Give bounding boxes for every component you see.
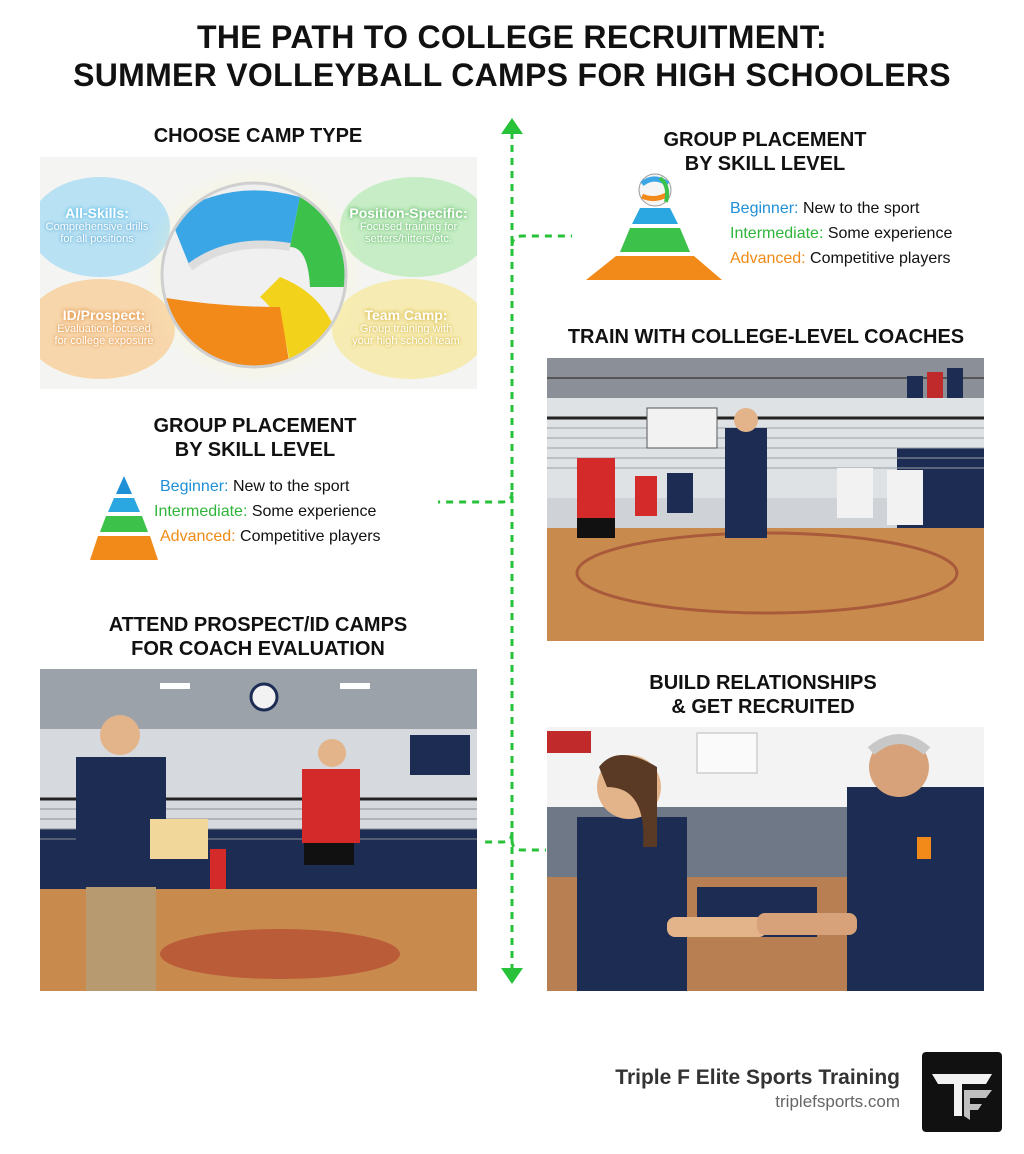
logo-icon: [922, 1052, 1002, 1132]
timeline-arrow-down-icon: [501, 968, 523, 984]
camp-option-id-prospect: ID/Prospect: Evaluation-focused for college exposure: [54, 307, 154, 347]
build-heading: BUILD RELATIONSHIPS & GET RECRUITED: [649, 672, 877, 718]
level-beginner: Beginner: New to the sport: [730, 200, 920, 217]
level-intermediate: Intermediate: Some experience: [730, 225, 953, 242]
pyramid-icon: [88, 474, 160, 564]
level-advanced: Advanced: Competitive players: [730, 250, 951, 267]
skill-levels-right: [730, 196, 952, 271]
camp-option-position-specific: Position-Specific: Focused training for setters/hitters/etc.: [349, 205, 468, 245]
camp-type-panel: [40, 157, 477, 389]
camp-type-heading: CHOOSE CAMP TYPE: [153, 125, 363, 147]
level-intermediate: Intermediate: Some experience: [154, 503, 377, 520]
timeline-arrow-up-icon: [501, 118, 523, 134]
pyramid-icon: [582, 172, 732, 292]
camp-option-all-skills: All-Skills: Comprehensive drills for all positions: [45, 205, 149, 245]
attend-photo: [40, 669, 477, 991]
camp-option-team-camp: Team Camp: Group training with your high school team: [352, 307, 460, 347]
volleyball-icon: [40, 157, 477, 389]
skill-levels-left: [154, 474, 381, 549]
build-photo: [547, 727, 984, 991]
level-beginner: Beginner: New to the sport: [160, 478, 350, 495]
placement-left-heading: GROUP PLACEMENT BY SKILL LEVEL: [153, 415, 357, 461]
title-line-1: THE PATH TO COLLEGE RECRUITMENT:: [196, 19, 828, 55]
attend-heading: ATTEND PROSPECT/ID CAMPS FOR COACH EVALUATION: [108, 614, 408, 660]
train-heading: TRAIN WITH COLLEGE-LEVEL COACHES: [567, 326, 965, 348]
title-line-2: SUMMER VOLLEYBALL CAMPS FOR HIGH SCHOOLERS: [73, 57, 951, 93]
footer-brand: Triple F Elite Sports Training: [615, 1066, 900, 1089]
train-photo: [547, 358, 984, 641]
placement-right-heading: GROUP PLACEMENT BY SKILL LEVEL: [663, 129, 867, 175]
level-advanced: Advanced: Competitive players: [160, 528, 381, 545]
footer-url[interactable]: triplefsports.com: [775, 1092, 900, 1111]
